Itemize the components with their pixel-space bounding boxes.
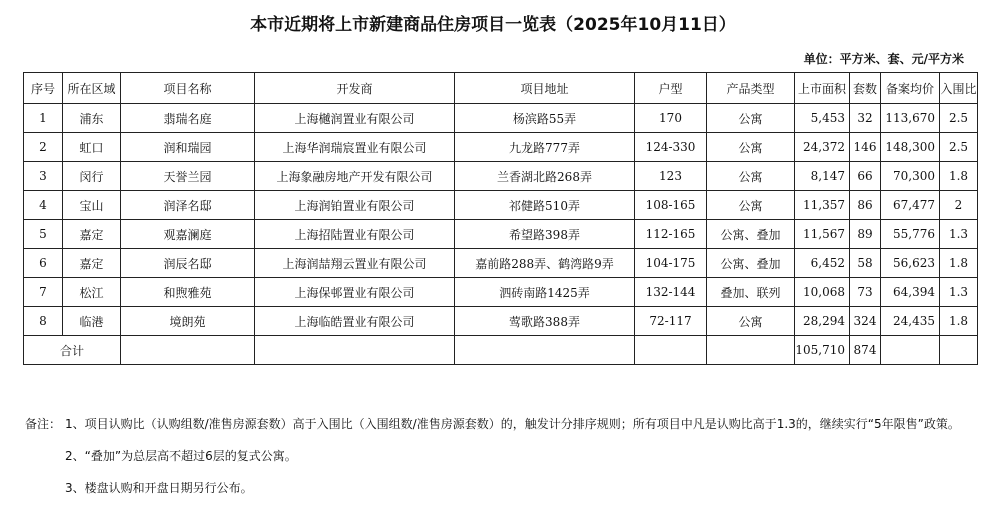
cell-project: 和煦雅苑 <box>121 278 255 307</box>
cell-index: 3 <box>24 162 63 191</box>
table-row <box>24 104 978 133</box>
project-table <box>23 72 978 365</box>
cell-address: 希望路398弄 <box>455 220 635 249</box>
cell-address: 祁健路510弄 <box>455 191 635 220</box>
cell-project: 润泽名邸 <box>121 191 255 220</box>
empty-cell <box>635 336 707 365</box>
cell-area: 10,068 <box>795 278 850 307</box>
cell-district: 嘉定 <box>63 249 121 278</box>
cell-index: 2 <box>24 133 63 162</box>
cell-product-type: 公寓 <box>707 133 795 162</box>
table-row <box>24 278 978 307</box>
cell-ratio: 1.3 <box>940 278 978 307</box>
col-header-price: 备案均价 <box>881 73 940 104</box>
col-header-district: 所在区域 <box>63 73 121 104</box>
cell-product-type: 公寓 <box>707 191 795 220</box>
cell-unit-size: 170 <box>635 104 707 133</box>
cell-developer: 上海润喆翔云置业有限公司 <box>255 249 455 278</box>
cell-unit-size: 72-117 <box>635 307 707 336</box>
col-header-developer: 开发商 <box>255 73 455 104</box>
cell-product-type: 叠加、联列 <box>707 278 795 307</box>
cell-index: 8 <box>24 307 63 336</box>
cell-district: 闵行 <box>63 162 121 191</box>
empty-cell <box>881 336 940 365</box>
cell-units: 66 <box>850 162 881 191</box>
cell-project: 境朗苑 <box>121 307 255 336</box>
cell-product-type: 公寓 <box>707 162 795 191</box>
cell-address: 兰香湖北路268弄 <box>455 162 635 191</box>
cell-units: 146 <box>850 133 881 162</box>
cell-address: 莺歌路388弄 <box>455 307 635 336</box>
cell-project: 翡瑞名庭 <box>121 104 255 133</box>
cell-ratio: 1.8 <box>940 162 978 191</box>
cell-ratio: 1.8 <box>940 249 978 278</box>
cell-address: 泗砖南路1425弄 <box>455 278 635 307</box>
cell-district: 宝山 <box>63 191 121 220</box>
notes-section <box>25 408 960 504</box>
total-units: 874 <box>850 336 881 365</box>
cell-developer: 上海华润瑞宸置业有限公司 <box>255 133 455 162</box>
cell-units: 32 <box>850 104 881 133</box>
cell-address: 嘉前路288弄、鹤湾路9弄 <box>455 249 635 278</box>
note-line <box>25 408 960 440</box>
cell-project: 润和瑞园 <box>121 133 255 162</box>
cell-area: 8,147 <box>795 162 850 191</box>
cell-product-type: 公寓、叠加 <box>707 220 795 249</box>
notes-prefix: 备注： <box>25 417 62 431</box>
cell-units: 58 <box>850 249 881 278</box>
unit-label: 单位：平方米、套、元/平方米 <box>803 52 964 66</box>
cell-price: 148,300 <box>881 133 940 162</box>
empty-cell <box>455 336 635 365</box>
cell-index: 1 <box>24 104 63 133</box>
total-label: 合计 <box>24 336 121 365</box>
cell-area: 28,294 <box>795 307 850 336</box>
table-header-row <box>24 73 978 104</box>
note-line <box>25 472 960 504</box>
cell-district: 松江 <box>63 278 121 307</box>
table-row <box>24 162 978 191</box>
cell-area: 5,453 <box>795 104 850 133</box>
cell-index: 4 <box>24 191 63 220</box>
note-text: 1、项目认购比（认购组数/准售房源套数）高于入围比（入围组数/准售房源套数）的，触发计分排序规则；所有项目中凡是认购比高于1.3的，继续实行“5年限售”政策。 <box>65 417 960 431</box>
cell-unit-size: 104-175 <box>635 249 707 278</box>
cell-price: 56,623 <box>881 249 940 278</box>
cell-index: 5 <box>24 220 63 249</box>
cell-address: 九龙路777弄 <box>455 133 635 162</box>
cell-ratio: 1.3 <box>940 220 978 249</box>
cell-units: 73 <box>850 278 881 307</box>
cell-price: 64,394 <box>881 278 940 307</box>
cell-project: 润辰名邸 <box>121 249 255 278</box>
table-row <box>24 220 978 249</box>
cell-area: 24,372 <box>795 133 850 162</box>
col-header-address: 项目地址 <box>455 73 635 104</box>
cell-units: 89 <box>850 220 881 249</box>
cell-developer: 上海樾润置业有限公司 <box>255 104 455 133</box>
empty-cell <box>121 336 255 365</box>
page-title: 本市近期将上市新建商品住房项目一览表（2025年10月11日） <box>250 15 736 35</box>
cell-price: 113,670 <box>881 104 940 133</box>
total-row <box>24 336 978 365</box>
col-header-index: 序号 <box>24 73 63 104</box>
cell-index: 7 <box>24 278 63 307</box>
col-header-area: 上市面积 <box>795 73 850 104</box>
cell-index: 6 <box>24 249 63 278</box>
cell-price: 70,300 <box>881 162 940 191</box>
col-header-unit-size: 户型 <box>635 73 707 104</box>
cell-district: 嘉定 <box>63 220 121 249</box>
cell-area: 11,567 <box>795 220 850 249</box>
cell-ratio: 2.5 <box>940 104 978 133</box>
cell-district: 临港 <box>63 307 121 336</box>
table-row <box>24 307 978 336</box>
cell-unit-size: 124-330 <box>635 133 707 162</box>
note-text: 2、“叠加”为总层高不超过6层的复式公寓。 <box>65 449 297 463</box>
note-line <box>25 440 960 472</box>
cell-price: 67,477 <box>881 191 940 220</box>
cell-product-type: 公寓 <box>707 307 795 336</box>
total-area: 105,710 <box>795 336 850 365</box>
col-header-product-type: 产品类型 <box>707 73 795 104</box>
empty-cell <box>707 336 795 365</box>
cell-address: 杨滨路55弄 <box>455 104 635 133</box>
empty-cell <box>255 336 455 365</box>
cell-product-type: 公寓、叠加 <box>707 249 795 278</box>
cell-unit-size: 108-165 <box>635 191 707 220</box>
cell-ratio: 1.8 <box>940 307 978 336</box>
note-text: 3、楼盘认购和开盘日期另行公布。 <box>65 481 253 495</box>
cell-developer: 上海润铂置业有限公司 <box>255 191 455 220</box>
table-row <box>24 249 978 278</box>
table-row <box>24 133 978 162</box>
cell-price: 24,435 <box>881 307 940 336</box>
cell-district: 浦东 <box>63 104 121 133</box>
cell-area: 11,357 <box>795 191 850 220</box>
table-row <box>24 191 978 220</box>
cell-product-type: 公寓 <box>707 104 795 133</box>
col-header-project: 项目名称 <box>121 73 255 104</box>
cell-developer: 上海招陆置业有限公司 <box>255 220 455 249</box>
cell-units: 86 <box>850 191 881 220</box>
cell-area: 6,452 <box>795 249 850 278</box>
cell-ratio: 2.5 <box>940 133 978 162</box>
cell-project: 天誉兰园 <box>121 162 255 191</box>
cell-project: 观嘉澜庭 <box>121 220 255 249</box>
cell-developer: 上海象融房地产开发有限公司 <box>255 162 455 191</box>
cell-unit-size: 112-165 <box>635 220 707 249</box>
col-header-units: 套数 <box>850 73 881 104</box>
cell-developer: 上海保邨置业有限公司 <box>255 278 455 307</box>
cell-unit-size: 123 <box>635 162 707 191</box>
cell-units: 324 <box>850 307 881 336</box>
cell-developer: 上海临皓置业有限公司 <box>255 307 455 336</box>
cell-price: 55,776 <box>881 220 940 249</box>
col-header-ratio: 入围比 <box>940 73 978 104</box>
cell-ratio: 2 <box>940 191 978 220</box>
cell-district: 虹口 <box>63 133 121 162</box>
cell-unit-size: 132-144 <box>635 278 707 307</box>
empty-cell <box>940 336 978 365</box>
